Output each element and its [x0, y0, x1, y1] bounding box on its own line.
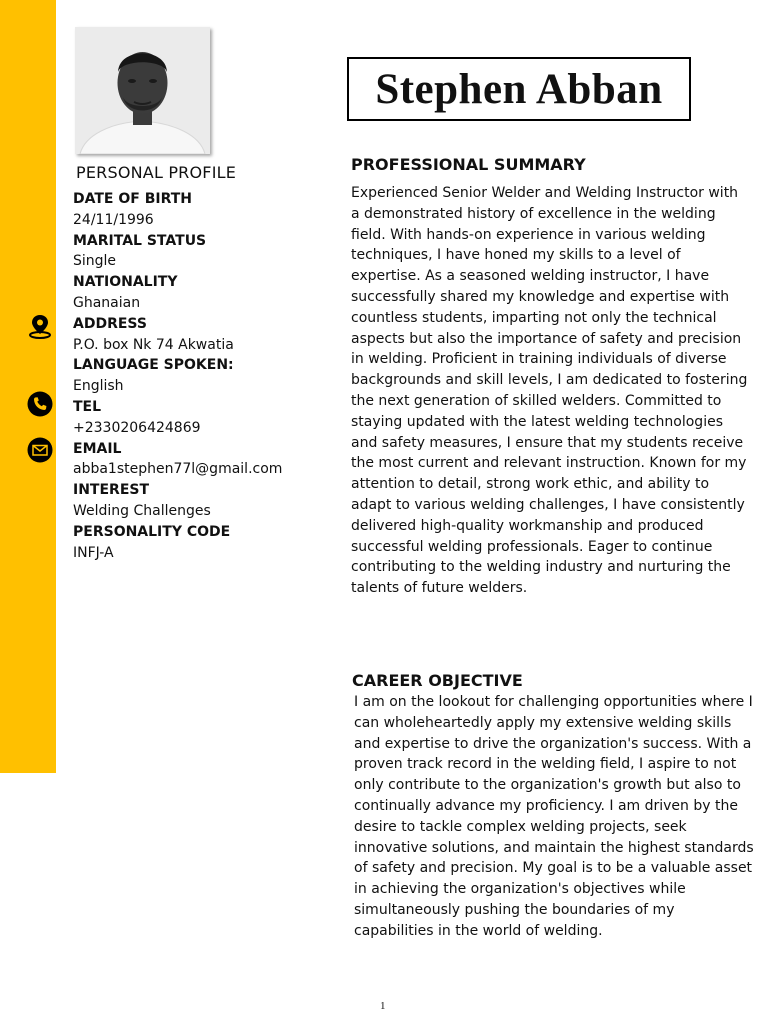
profile-label: TEL: [73, 398, 102, 415]
professional-summary-heading: PROFESSIONAL SUMMARY: [351, 155, 586, 174]
profile-date-of-birth: [73, 189, 293, 231]
profile-value: P.O. box Nk 74 Akwatia: [73, 336, 234, 353]
profile-marital-status: [73, 231, 293, 273]
personal-profile-list: [73, 189, 293, 563]
profile-value: Ghanaian: [73, 294, 141, 311]
profile-email-value[interactable]: abba1stephen77l@gmail.com: [73, 461, 283, 478]
profile-photo: [75, 27, 210, 154]
profile-tel: [73, 397, 293, 439]
personal-profile-heading: PERSONAL PROFILE: [76, 163, 237, 182]
career-objective-heading: CAREER OBJECTIVE: [352, 671, 523, 690]
location-pin-icon: [27, 313, 53, 339]
profile-value: Welding Challenges: [73, 502, 211, 519]
profile-label: DATE OF BIRTH: [73, 191, 192, 207]
envelope-icon: [27, 437, 53, 463]
profile-value: INFJ-A: [73, 544, 114, 561]
profile-label: EMAIL: [73, 440, 122, 457]
sidebar-accent-bar: [0, 0, 56, 773]
profile-value: Single: [73, 253, 117, 270]
profile-label: MARITAL STATUS: [73, 232, 207, 249]
profile-label: PERSONALITY CODE: [73, 523, 231, 540]
profile-label: ADDRESS: [73, 315, 147, 332]
profile-nationality: [73, 272, 293, 314]
phone-icon: [27, 391, 53, 417]
profile-label: NATIONALITY: [73, 274, 178, 291]
profile-value: English: [73, 378, 124, 395]
profile-interest: [73, 480, 293, 522]
profile-label: LANGUAGE SPOKEN:: [73, 357, 234, 374]
candidate-name: Stephen Abban: [375, 65, 663, 113]
profile-address: [73, 314, 293, 356]
career-objective-text: I am on the lookout for challenging opportunities where I can wholeheartedly apply my extensive welding skills and expertise to drive the organization's success. With a proven track record in the welding field, I aspire to not only contribute to the organization's growth but also to continually advance my proficiency. I am driven by the desire to tackle complex welding projects, seek innovative solutions, and maintain the highest standards of safety and precision. My goal is to be a valuable asset in achieving the organization's objectives while simultaneously pushing the boundaries of my capabilities in the world of welding.: [354, 694, 754, 939]
page-number: 1: [380, 1000, 386, 1012]
profile-email: [73, 439, 293, 481]
profile-language: [73, 355, 293, 397]
profile-value: +2330206424869: [73, 419, 201, 436]
profile-label: INTEREST: [73, 482, 150, 499]
name-title-box: [347, 57, 691, 121]
professional-summary-text: Experienced Senior Welder and Welding Instructor with a demonstrated history of excellence in the welding field. With hands-on experience in various welding techniques, I have honed my skills to a level of expertise. As a seasoned welding instructor, I have successfully shared my knowledge and expertise with countless students, imparting not only the technical aspects but also the importance of safety and precision in welding. Proficient in training individuals of diverse backgrounds and skill levels, I am dedicated to fostering the next generation of skilled welders. Committed to staying updated with the latest welding technologies and safety measures, I ensure that my students receive the most current and relevant instruction. Known for my attention to detail, strong work ethic, and ability to adapt to various welding challenges, I have consistently delivered high-quality workmanship and produced successful welding professionals. Eager to continue contributing to the welding industry and nurturing the talents of future welders.: [351, 185, 748, 597]
profile-value: 24/11/1996: [73, 211, 154, 228]
profile-personality-code: [73, 522, 293, 564]
